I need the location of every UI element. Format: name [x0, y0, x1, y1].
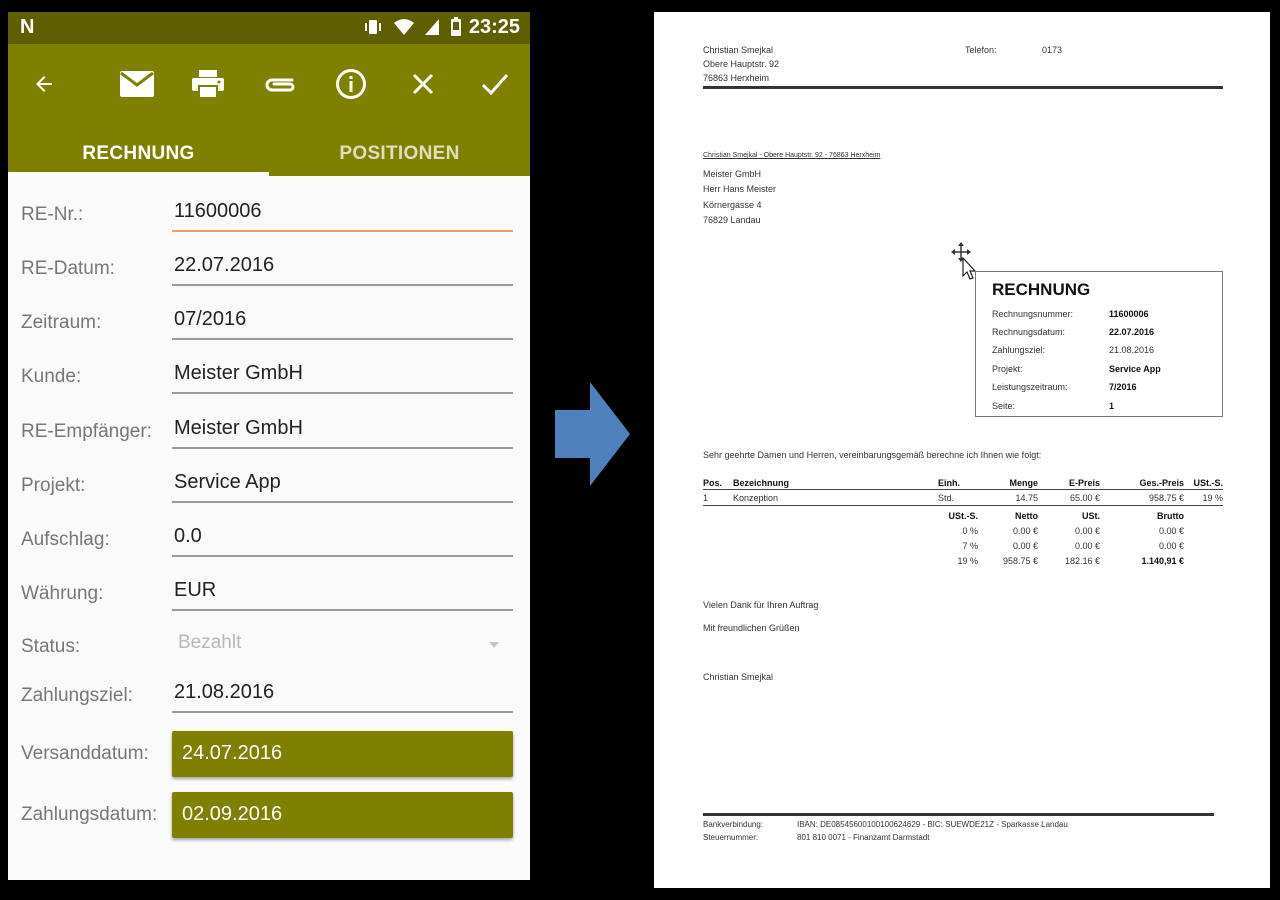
sender-name: Christian Smejkal [703, 45, 774, 55]
form-row-zeitraum [8, 296, 530, 350]
vat-header: Netto [1015, 511, 1038, 521]
phone-screen [8, 12, 530, 880]
recipient-line-1: Meister GmbH [703, 169, 762, 179]
status-bar [8, 12, 530, 44]
projekt-field[interactable]: Service App [172, 469, 513, 503]
status-label: Status: [21, 636, 81, 657]
status-value: Bezahlt [178, 632, 242, 653]
vat-cell: 0.00 € [1012, 541, 1038, 551]
greeting-text: Mit freundlichen Grüßen [703, 623, 800, 633]
waehrung-field[interactable]: EUR [172, 577, 513, 611]
tax-details: 801 810 0071 - Finanzamt Darmstadt [797, 833, 930, 842]
table-header: Menge [1009, 478, 1038, 488]
table-header: Ges.-Preis [1139, 478, 1184, 488]
table-divider [703, 505, 1223, 506]
recipient-line-2: Herr Hans Meister [703, 184, 777, 194]
bank-details: IBAN: DE08545600100100624629 - BIC: SUEWDE21Z - Sparkasse Landau [797, 820, 1068, 829]
status-dropdown[interactable] [172, 628, 513, 662]
vat-cell: 0.00 € [1012, 526, 1038, 536]
re-datum-label: RE-Datum: [21, 258, 115, 279]
invoice-document [654, 12, 1270, 888]
kunde-field[interactable]: Meister GmbH [172, 360, 513, 394]
versanddatum-button[interactable]: 24.07.2016 [172, 731, 513, 777]
table-header: Bezeichnung [733, 478, 790, 488]
projekt-label: Projekt: [21, 475, 86, 496]
intro-text: Sehr geehrte Damen und Herren, vereinbarungsgemäß berechne ich Ihnen wie folgt: [703, 450, 1042, 460]
zahlungsdatum-label: Zahlungsdatum: [21, 804, 158, 825]
info-value: 21.08.2016 [1109, 345, 1155, 355]
vat-cell: 0 % [962, 526, 978, 536]
table-cell: 1 [703, 493, 709, 503]
sender-return-line: Christian Smejkal - Obere Hauptstr. 92 - 76863 Herxheim [703, 152, 881, 159]
table-cell: 958.75 € [1148, 493, 1184, 503]
check-icon[interactable] [475, 64, 515, 104]
form-row-re-empfaenger [8, 405, 530, 459]
zahlungsziel-label: Zahlungsziel: [21, 685, 133, 706]
info-label: Rechnungsdatum: [992, 327, 1066, 337]
info-label: Projekt: [992, 364, 1023, 374]
re-nr-field[interactable]: 11600006 [172, 198, 513, 232]
info-value: Service App [1109, 364, 1161, 374]
vat-cell: 0.00 € [1074, 541, 1100, 551]
table-header: Pos. [703, 478, 723, 488]
header-divider [703, 86, 1223, 89]
tab-positionen[interactable]: POSITIONEN [339, 143, 460, 164]
form-row-re-datum [8, 242, 530, 296]
info-value: 1 [1109, 401, 1115, 411]
battery-icon [450, 17, 462, 42]
invoice-title: RECHNUNG [992, 280, 1091, 299]
tab-indicator [8, 172, 269, 176]
re-nr-label: RE-Nr.: [21, 204, 84, 225]
info-label: Seite: [992, 401, 1016, 411]
form-row-versanddatum [8, 727, 530, 781]
vat-cell: 182.16 € [1064, 556, 1100, 566]
kunde-label: Kunde: [21, 366, 82, 387]
invoice-info-box [975, 271, 1223, 417]
form-row-kunde [8, 350, 530, 404]
table-divider [703, 489, 1223, 490]
re-datum-field[interactable]: 22.07.2016 [172, 252, 513, 286]
zahlungsziel-field[interactable]: 21.08.2016 [172, 679, 513, 713]
info-label: Zahlungsziel: [992, 345, 1046, 355]
phone-label: Telefon: [965, 45, 997, 55]
info-label: Rechnungsnummer: [992, 309, 1074, 319]
clock: 23:25 [468, 16, 520, 38]
attachment-icon[interactable] [260, 64, 300, 104]
right-arrow-icon [552, 378, 634, 495]
vat-cell: 7 % [962, 541, 978, 551]
form-row-zahlungsdatum [8, 788, 530, 842]
vat-total: 1.140,91 € [1141, 556, 1184, 566]
thanks-text: Vielen Dank für Ihren Auftrag [703, 600, 819, 610]
print-icon[interactable] [188, 64, 228, 104]
info-value: 7/2016 [1109, 382, 1137, 392]
vat-cell: 958.75 € [1002, 556, 1038, 566]
tax-label: Steuernummer: [703, 833, 759, 842]
zeitraum-field[interactable]: 07/2016 [172, 306, 513, 340]
vat-header: USt. [1082, 511, 1100, 521]
footer-divider [703, 813, 1214, 816]
vat-header: Brutto [1157, 511, 1184, 521]
mail-icon[interactable] [117, 64, 157, 104]
sender-city: 76863 Herxheim [703, 73, 770, 83]
recipient-line-4: 76829 Landau [703, 215, 761, 225]
form-row-status [8, 620, 530, 674]
versanddatum-label: Versanddatum: [21, 743, 149, 764]
aufschlag-field[interactable]: 0.0 [172, 523, 513, 557]
waehrung-label: Währung: [21, 583, 104, 604]
notification-indicator: N [20, 16, 35, 38]
table-cell: 14.75 [1015, 493, 1038, 503]
info-icon[interactable] [331, 64, 371, 104]
form-row-aufschlag [8, 513, 530, 567]
table-header: USt.-S. [1193, 478, 1223, 488]
form-row-projekt [8, 459, 530, 513]
back-arrow-icon[interactable] [24, 64, 64, 104]
vat-cell: 19 % [957, 556, 978, 566]
dropdown-arrow-icon [489, 642, 499, 648]
table-cell: 19 % [1202, 493, 1223, 503]
sender-street: Obere Hauptstr. 92 [703, 59, 780, 69]
vat-cell: 0.00 € [1074, 526, 1100, 536]
vibrate-icon [362, 17, 384, 42]
recipient-line-3: Körnergasse 4 [703, 200, 762, 210]
wifi-icon [394, 18, 414, 41]
vat-cell: 0.00 € [1158, 526, 1184, 536]
app-toolbar [8, 44, 530, 176]
form-row-zahlungsziel [8, 669, 530, 723]
signal-icon [424, 18, 440, 41]
aufschlag-label: Aufschlag: [21, 529, 110, 550]
re-empfaenger-label: RE-Empfänger: [21, 421, 152, 442]
bank-label: Bankverbindung: [703, 820, 764, 829]
tab-rechnung[interactable]: RECHNUNG [82, 143, 195, 164]
status-icons [362, 17, 462, 42]
vat-cell: 0.00 € [1158, 541, 1184, 551]
table-cell: Std. [938, 493, 955, 503]
table-header: Einh. [938, 478, 960, 488]
info-label: Leistungszeitraum: [992, 382, 1068, 392]
table-header: E-Preis [1068, 478, 1100, 488]
info-value: 22.07.2016 [1109, 327, 1155, 337]
zeitraum-label: Zeitraum: [21, 312, 102, 333]
phone-value: 0173 [1042, 45, 1063, 55]
info-value: 11600006 [1109, 309, 1149, 319]
re-empfaenger-field[interactable]: Meister GmbH [172, 415, 513, 449]
table-cell: Konzeption [733, 493, 779, 503]
vat-header: USt.-S. [948, 511, 978, 521]
table-cell: 65.00 € [1069, 493, 1100, 503]
close-icon[interactable] [403, 64, 443, 104]
form-row-re-nr [8, 188, 530, 242]
zahlungsdatum-button[interactable]: 02.09.2016 [172, 792, 513, 838]
signature-text: Christian Smejkal [703, 672, 774, 682]
form-row-waehrung [8, 567, 530, 621]
